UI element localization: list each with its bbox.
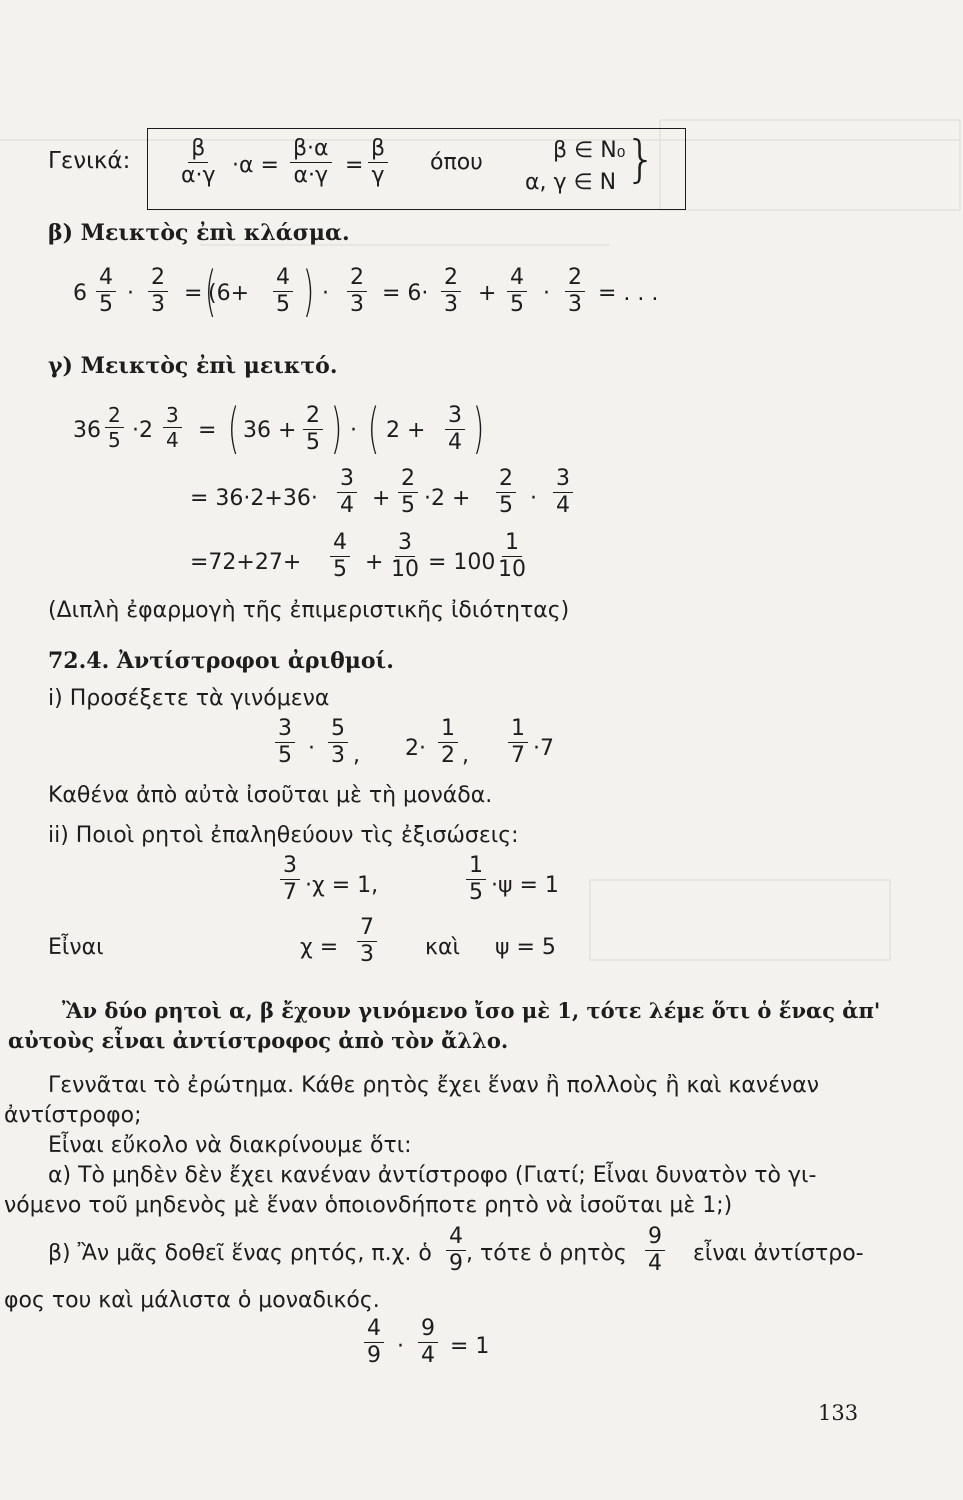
beta-line1-b: , τότε ὁ ρητὸς <box>466 1241 627 1266</box>
plus: + <box>365 550 384 575</box>
fraction-beta-alpha-over-alpha-gamma: $\frac{\beta\cdot\alpha}{\alpha\cdot\gamma}$ <box>290 138 332 187</box>
c-line1-eq: = <box>198 418 217 443</box>
beta-line2: φος του καὶ μάλιστα ὁ μοναδικός. <box>4 1288 380 1313</box>
frac-2-5-d: $\frac{2}{5}$ <box>496 468 516 517</box>
frac-2-5: $\frac{2}{5}$ <box>105 405 124 450</box>
frac-5-3: $\frac{5}{3}$ <box>328 718 348 767</box>
fraction-beta-over-gamma: $\frac{\beta}{\gamma}$ <box>368 138 388 187</box>
general-label: Γενικά: <box>48 148 131 174</box>
times-alpha: ·α = <box>232 153 279 178</box>
frac-3-10: $\frac{3}{10}$ <box>391 530 419 582</box>
c-line1-36plus: 36 + <box>243 418 297 443</box>
equals: = <box>184 281 203 306</box>
fraction-beta-over-alpha-gamma: $\frac{\beta}{\alpha\cdot\gamma}$ <box>181 136 216 188</box>
c-line3-start: =72+27+ <box>190 550 302 575</box>
eq-psi: ·ψ = 1 <box>491 873 559 898</box>
dot: · <box>308 736 315 761</box>
frac-4-9: $\frac{4}{9}$ <box>446 1226 466 1275</box>
and-word: καὶ <box>425 935 460 960</box>
frac-1-5: $\frac{1}{5}$ <box>466 855 486 904</box>
ellipsis: = . . . <box>598 281 659 306</box>
frac-2-5-c: $\frac{2}{5}$ <box>398 468 418 517</box>
einai: Εἶναι <box>48 935 104 960</box>
definition-line2: αὐτοὺς εἶναι ἀντίστροφος ἀπὸ τὸν ἄλλο. <box>8 1028 509 1053</box>
where-word: όπου <box>430 150 483 175</box>
frac-3-7: $\frac{3}{7}$ <box>280 855 300 904</box>
frac-4-9-final: $\frac{4}{9}$ <box>364 1318 384 1367</box>
frac-4-5-inner: $\frac{4}{5}$ <box>273 267 293 316</box>
frac-4-5-b: $\frac{4}{5}$ <box>507 267 527 316</box>
right-paren: ) <box>330 397 343 460</box>
equals: = <box>345 153 364 178</box>
eq-chi: ·χ = 1, <box>305 873 379 898</box>
dot: · <box>397 1334 404 1359</box>
dot: · <box>322 281 329 306</box>
easy-to-see: Εἶναι εὔκολο νὰ διακρίνουμε ὅτι: <box>48 1133 412 1158</box>
frac-9-4-final: $\frac{9}{4}$ <box>418 1318 438 1367</box>
dot: · <box>127 281 134 306</box>
comma: , <box>462 743 469 768</box>
c-line2-start: = 36·2+36· <box>190 486 318 511</box>
frac-3-4-c: $\frac{3}{4}$ <box>337 468 357 517</box>
each-equals-one: Καθένα ἀπὸ αὐτὰ ἰσοῦται μὲ τὴ μονάδα. <box>48 783 493 808</box>
page-number: 133 <box>818 1401 859 1425</box>
beta-line1-c: εἶναι ἀντίστρο- <box>693 1241 864 1266</box>
frac-2-3: $\frac{2}{3}$ <box>148 267 168 316</box>
times-seven: ·7 <box>533 736 554 761</box>
right-paren: ) <box>302 260 315 323</box>
c-line1-2plus: 2 + <box>386 418 426 443</box>
frac-3-4: $\frac{3}{4}$ <box>163 405 182 450</box>
beta-line1-a: β) Ἂν μᾶς δοθεῖ ἕνας ρητός, π.χ. ὁ <box>48 1241 432 1266</box>
frac-2-3-d: $\frac{2}{3}$ <box>565 267 585 316</box>
left-paren: ( <box>227 397 240 460</box>
frac-2-3-c: $\frac{2}{3}$ <box>441 267 461 316</box>
frac-4-5: $\frac{4}{5}$ <box>96 267 116 316</box>
right-paren: ) <box>472 397 485 460</box>
condition-alpha-gamma: α, γ ∈ N <box>525 170 617 195</box>
frac-7-3: $\frac{7}{3}$ <box>357 917 377 966</box>
frac-2-3-b: $\frac{2}{3}$ <box>347 267 367 316</box>
left-paren: ( <box>367 397 380 460</box>
lead-six: 6 <box>73 281 87 306</box>
c-line1-dot: · <box>350 418 357 443</box>
psi-equals-five: ψ = 5 <box>495 935 556 960</box>
distributive-note: (Διπλὴ ἐφαρμογὴ τῆς ἐπιμεριστικῆς ἰδιότητας) <box>48 598 570 623</box>
open-six-plus: (6+ <box>208 281 250 306</box>
frac-4-5-c: $\frac{4}{5}$ <box>330 532 350 581</box>
item-ii-text: ii) Ποιοὶ ρητοὶ ἐπαληθεύουν τὶς ἐξισώσεις: <box>48 823 519 848</box>
frac-2-5-b: $\frac{2}{5}$ <box>303 405 323 454</box>
section-b-heading: β) Μεικτὸς ἐπὶ κλάσμα. <box>48 220 350 246</box>
dot: · <box>530 486 537 511</box>
section-724-heading: 72.4. Ἀντίστροφοι ἀριθμοί. <box>48 648 394 674</box>
question-line2: ἀντίστροφο; <box>4 1103 142 1128</box>
equals-one: = 1 <box>450 1334 490 1359</box>
definition-line1: Ἂν δύο ρητοὶ α, β ἔχουν γινόμενο ἴσο μὲ 1, τότε λέμε ὅτι ὁ ἕνας ἀπ' <box>62 998 881 1023</box>
item-i-text: i) Προσέξετε τὰ γινόμενα <box>48 686 330 711</box>
frac-1-2: $\frac{1}{2}$ <box>438 718 458 767</box>
alpha-line1: α) Τὸ μηδὲν δὲν ἔχει κανέναν ἀντίστροφο (Γιατί; Εἶναι δυνατὸν τὸ γι- <box>48 1163 817 1188</box>
question-line1: Γεννᾶται τὸ ἐρώτημα. Κάθε ρητὸς ἔχει ἕναν ἢ πολλοὺς ἢ καὶ κανέναν <box>48 1073 820 1098</box>
c-line2-dot2plus: ·2 + <box>424 486 471 511</box>
brace: } <box>625 130 657 188</box>
condition-beta: β ∈ N₀ <box>553 138 626 163</box>
dot: · <box>543 281 550 306</box>
frac-9-4: $\frac{9}{4}$ <box>645 1226 665 1275</box>
frac-1-7: $\frac{1}{7}$ <box>508 718 528 767</box>
comma: , <box>353 743 360 768</box>
two-dot: 2· <box>405 736 426 761</box>
frac-3-4-b: $\frac{3}{4}$ <box>445 405 465 454</box>
c-line1-36: 36 <box>73 418 101 443</box>
left-paren: ( <box>204 260 217 323</box>
c-line3-eq100: = 100 <box>428 550 496 575</box>
equals-six: = 6· <box>382 281 429 306</box>
alpha-line2: νόμενο τοῦ μηδενὸς μὲ ἕναν ὁποιονδήποτε ρητὸ νὰ ἰσοῦται μὲ 1;) <box>4 1193 733 1218</box>
chi-equals: χ = <box>300 935 339 960</box>
frac-3-5: $\frac{3}{5}$ <box>275 718 295 767</box>
frac-3-4-d: $\frac{3}{4}$ <box>553 468 573 517</box>
plus: + <box>478 281 497 306</box>
c-line1-dot2: ·2 <box>132 418 153 443</box>
frac-1-10: $\frac{1}{10}$ <box>498 530 526 582</box>
plus: + <box>372 486 391 511</box>
section-c-heading: γ) Μεικτὸς ἐπὶ μεικτό. <box>48 353 338 379</box>
